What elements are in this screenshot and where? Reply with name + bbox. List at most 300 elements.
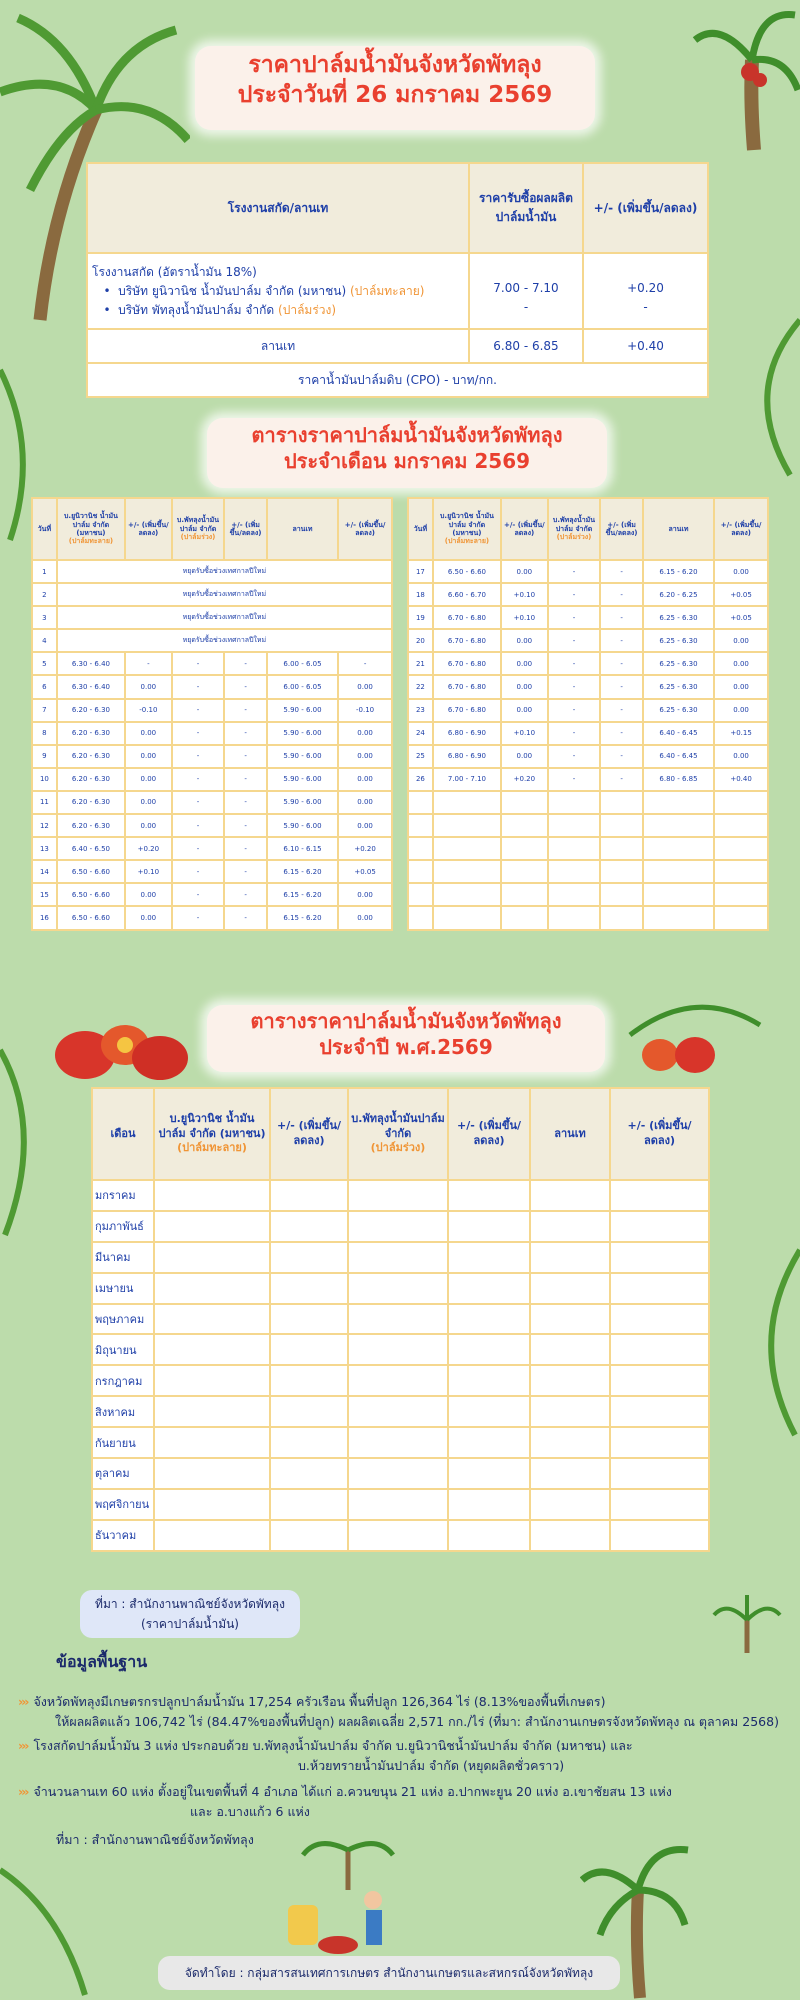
table-row [32,583,392,606]
col-univanich-sub: (ปาล์มทะลาย) [68,537,114,546]
table-row [87,329,708,363]
univanich-change-cell: +0.20 [125,837,172,860]
table-row [92,1458,709,1489]
palm-frond-lower-right-icon [730,1240,800,1440]
col-yard: ลานเท [267,498,338,560]
info-paragraph [18,1782,672,1822]
empty-cell [408,860,433,883]
table-row [32,883,392,906]
table-row [87,253,708,329]
empty-cell [610,1334,709,1365]
empty-cell [270,1427,348,1458]
monthly-table-left [31,497,393,931]
empty-cell [270,1242,348,1273]
table-row [32,906,392,929]
empty-cell [154,1458,270,1489]
empty-cell [270,1304,348,1335]
col-phatthalung-sub: (ปาล์มร่วง) [556,533,592,542]
day-cell: 2 [32,583,57,606]
col-univanich-label: บ.ยูนิวานิช น้ำมันปาล์ม จำกัด (มหาชน) [439,512,494,537]
arrow-icon: ››› [18,1738,28,1753]
empty-cell [448,1334,530,1365]
table-row [92,1211,709,1242]
empty-cell [448,1458,530,1489]
empty-cell [348,1242,448,1273]
empty-cell [548,883,601,906]
day-cell: 25 [408,745,433,768]
yearly-title-box [207,1005,605,1072]
univanich-change-cell: 0.00 [501,629,548,652]
yard-price-cell: 6.15 - 6.20 [643,560,714,583]
empty-cell [154,1273,270,1304]
col-phatthalung-label: บ.พัทลุงน้ำมันปาล์ม จำกัด [351,1111,445,1140]
farmer-illustration-icon [278,1830,418,1955]
empty-cell [610,1427,709,1458]
univanich-change-cell: 0.00 [125,745,172,768]
univanich-price-cell: 6.70 - 6.80 [433,606,501,629]
phatthalung-price-cell: - [172,722,225,745]
day-cell: 3 [32,606,57,629]
table-row [408,791,768,814]
empty-cell [643,860,714,883]
yard-change-cell: +0.40 [714,768,768,791]
empty-cell [610,1458,709,1489]
source-line: (ราคาปาล์มน้ำมัน) [141,1617,239,1631]
empty-cell [448,1304,530,1335]
empty-cell [714,883,768,906]
empty-cell [348,1427,448,1458]
empty-cell [610,1242,709,1273]
table-row [92,1489,709,1520]
phatthalung-change-cell: - [600,560,642,583]
empty-cell [154,1489,270,1520]
month-cell: มกราคม [92,1180,154,1211]
empty-cell [530,1273,610,1304]
col-univanich-label: บ.ยูนิวานิช น้ำมันปาล์ม จำกัด (มหาชน) [158,1111,266,1140]
table-row [408,883,768,906]
empty-cell [433,814,501,837]
phatthalung-price-cell: - [548,745,601,768]
table-row [32,837,392,860]
factory-change: - [643,299,648,314]
table-row [408,745,768,768]
info-text: และ อ.บางแก้ว 6 แห่ง [190,1804,310,1819]
univanich-change-cell: 0.00 [125,768,172,791]
yearly-subtitle: ประจำปี พ.ศ.2569 [319,1035,493,1060]
empty-cell [530,1520,610,1551]
yard-price-cell: 5.90 - 6.00 [267,699,338,722]
palm-tree-right-icon [690,0,800,160]
yard-change-cell: 0.00 [714,675,768,698]
phatthalung-change-cell: - [600,745,642,768]
day-cell: 4 [32,629,57,652]
table-row [32,722,392,745]
daily-price-table [86,162,709,398]
empty-cell [433,906,501,929]
empty-cell [433,883,501,906]
table-row [92,1334,709,1365]
univanich-price-cell: 6.50 - 6.60 [433,560,501,583]
empty-cell [448,1365,530,1396]
day-cell: 8 [32,722,57,745]
empty-cell [643,791,714,814]
phatthalung-change-cell: - [600,675,642,698]
univanich-price-cell: 6.80 - 6.90 [433,722,501,745]
yard-change-cell: 0.00 [338,768,392,791]
factory-name: บริษัท พัทลุงน้ำมันปาล์ม จำกัด [118,302,275,317]
phatthalung-price-cell: - [548,629,601,652]
info-text: จำนวนลานเท 60 แห่ง ตั้งอยู่ในเขตพื้นที่ 4 อำเภอ ได้แก่ อ.ควนขนุน 21 แห่ง อ.ปากพะยูน 20 แห่ง อ.เขาชัยสน 13 แห่ง [33,1784,672,1799]
col-change-3: +/- (เพิ่มขึ้น/ลดลง) [714,498,768,560]
univanich-price-cell: 7.00 - 7.10 [433,768,501,791]
yard-change-cell: 0.00 [714,699,768,722]
table-row [32,560,392,583]
empty-cell [643,814,714,837]
yard-price-cell: 6.00 - 6.05 [267,652,338,675]
phatthalung-change-cell: - [224,860,266,883]
empty-cell [270,1489,348,1520]
empty-cell [433,860,501,883]
univanich-change-cell: -0.10 [125,699,172,722]
univanich-price-cell: 6.20 - 6.30 [57,814,125,837]
phatthalung-price-cell: - [548,606,601,629]
empty-cell [548,814,601,837]
table-row [92,1520,709,1551]
empty-cell [348,1211,448,1242]
univanich-price-cell: 6.50 - 6.60 [57,860,125,883]
empty-cell [348,1365,448,1396]
yard-price-cell: 6.25 - 6.30 [643,629,714,652]
phatthalung-price-cell: - [172,652,225,675]
day-cell: 19 [408,606,433,629]
table-row [408,699,768,722]
small-palm-icon [712,1595,782,1655]
col-phatthalung-label: บ.พัทลุงน้ำมันปาล์ม จำกัด [552,516,596,533]
empty-cell [408,791,433,814]
day-cell: 18 [408,583,433,606]
univanich-change-cell: +0.10 [501,606,548,629]
univanich-price-cell: 6.70 - 6.80 [433,699,501,722]
table-row [32,745,392,768]
col-change-3: +/- (เพิ่มขึ้น/ลดลง) [610,1088,709,1180]
univanich-change-cell: 0.00 [125,814,172,837]
empty-cell [548,860,601,883]
empty-cell [448,1180,530,1211]
info-text: บ.ห้วยทรายน้ำมันปาล์ม จำกัด (หยุดผลิตชั่วคราว) [298,1758,565,1773]
empty-cell [530,1242,610,1273]
yard-change-cell: +0.20 [338,837,392,860]
univanich-change-cell: 0.00 [125,791,172,814]
empty-cell [501,860,548,883]
day-cell: 11 [32,791,57,814]
empty-cell [408,837,433,860]
phatthalung-change-cell: - [600,583,642,606]
phatthalung-change-cell: - [224,768,266,791]
empty-cell [610,1304,709,1335]
day-cell: 13 [32,837,57,860]
yard-change-cell: 0.00 [338,814,392,837]
empty-cell [448,1396,530,1427]
table-row [92,1427,709,1458]
page-subtitle: ประจำวันที่ 26 มกราคม 2569 [237,82,553,109]
empty-cell [433,791,501,814]
yard-change-cell: 0.00 [338,722,392,745]
empty-cell [448,1427,530,1458]
info-heading: ข้อมูลพื้นฐาน [56,1652,148,1671]
empty-cell [714,791,768,814]
empty-cell [600,791,642,814]
table-row [92,1242,709,1273]
univanich-price-cell: 6.20 - 6.30 [57,791,125,814]
col-change-2: +/- (เพิ่มขึ้น/ลดลง) [224,498,266,560]
month-cell: พฤศจิกายน [92,1489,154,1520]
empty-cell [610,1489,709,1520]
table-row [408,675,768,698]
month-cell: สิงหาคม [92,1396,154,1427]
empty-cell [448,1489,530,1520]
univanich-change-cell: +0.10 [501,583,548,606]
col-change: +/- (เพิ่มขึ้น/ลดลง) [583,163,708,253]
col-change-1: +/- (เพิ่มขึ้น/ลดลง) [270,1088,348,1180]
univanich-price-cell: 6.50 - 6.60 [57,883,125,906]
factory-item: • บริษัท ยูนิวานิช น้ำมันปาล์ม จำกัด (มหาชน) (ปาล์มทะลาย) [92,283,425,298]
empty-cell [530,1489,610,1520]
empty-cell [643,837,714,860]
yard-change-cell: +0.05 [338,860,392,883]
yard-change-cell: +0.15 [714,722,768,745]
col-change-1: +/- (เพิ่มขึ้น/ลดลง) [125,498,172,560]
univanich-price-cell: 6.80 - 6.90 [433,745,501,768]
table-row [408,560,768,583]
day-cell: 5 [32,652,57,675]
empty-cell [643,883,714,906]
empty-cell [448,1242,530,1273]
empty-cell [348,1458,448,1489]
col-phatthalung [548,498,601,560]
table-row [32,860,392,883]
univanich-price-cell: 6.70 - 6.80 [433,652,501,675]
footer: จัดทำโดย : กลุ่มสารสนเทศการเกษตร สำนักงานเกษตรและสหกรณ์จังหวัดพัทลุง [158,1956,620,1990]
day-cell: 7 [32,699,57,722]
empty-cell [600,837,642,860]
univanich-change-cell: 0.00 [125,906,172,929]
empty-cell [154,1365,270,1396]
empty-cell [501,814,548,837]
empty-cell [408,906,433,929]
closed-note: หยุดรับซื้อช่วงเทศกาลปีใหม่ [57,629,392,652]
empty-cell [643,906,714,929]
yard-change-cell: 0.00 [714,652,768,675]
monthly-title: ตารางราคาปาล์มน้ำมันจังหวัดพัทลุง [251,423,563,447]
col-univanich [154,1088,270,1180]
table-row [92,1365,709,1396]
table-row [32,814,392,837]
col-phatthalung-label: บ.พัทลุงน้ำมันปาล์ม จำกัด [176,516,220,533]
col-univanich-sub: (ปาล์มทะลาย) [444,537,490,546]
empty-cell [600,814,642,837]
empty-cell [530,1365,610,1396]
univanich-change-cell: 0.00 [125,883,172,906]
univanich-change-cell: +0.10 [501,722,548,745]
table-row [408,768,768,791]
yard-change-cell: +0.05 [714,606,768,629]
day-cell: 10 [32,768,57,791]
phatthalung-change-cell: - [224,814,266,837]
day-cell: 22 [408,675,433,698]
table-row [92,1273,709,1304]
table-row [92,1396,709,1427]
daily-title-box [195,46,595,130]
factory-price: - [523,299,529,314]
empty-cell [348,1396,448,1427]
empty-cell [348,1489,448,1520]
empty-cell [530,1211,610,1242]
phatthalung-change-cell: - [224,883,266,906]
empty-cell [610,1211,709,1242]
monthly-header-row [32,498,392,560]
empty-cell [154,1396,270,1427]
day-cell: 16 [32,906,57,929]
univanich-change-cell: 0.00 [501,745,548,768]
yard-price-cell: 6.40 - 6.45 [643,745,714,768]
yard-change-cell: 0.00 [338,906,392,929]
empty-cell [548,906,601,929]
table-row [32,652,392,675]
yard-change-cell: 0.00 [714,560,768,583]
phatthalung-change-cell: - [600,629,642,652]
col-phatthalung-sub: (ปาล์มร่วง) [370,1141,426,1155]
yard-change-cell: - [338,652,392,675]
empty-cell [270,1180,348,1211]
phatthalung-price-cell: - [548,675,601,698]
yard-price-cell: 6.00 - 6.05 [267,675,338,698]
month-cell: กันยายน [92,1427,154,1458]
empty-cell [270,1458,348,1489]
closed-note: หยุดรับซื้อช่วงเทศกาลปีใหม่ [57,560,392,583]
monthly-header-row [408,498,768,560]
phatthalung-price-cell: - [172,837,225,860]
yard-price-cell: 5.90 - 6.00 [267,745,338,768]
empty-cell [530,1427,610,1458]
univanich-change-cell: - [125,652,172,675]
table-row [32,699,392,722]
yard-price-cell: 5.90 - 6.00 [267,722,338,745]
table-row [32,606,392,629]
empty-cell [600,883,642,906]
col-univanich-label: บ.ยูนิวานิช น้ำมันปาล์ม จำกัด (มหาชน) [63,512,118,537]
phatthalung-change-cell: - [224,837,266,860]
source-box [80,1590,300,1638]
yard-price-cell: 5.90 - 6.00 [267,814,338,837]
empty-cell [154,1520,270,1551]
univanich-price-cell: 6.20 - 6.30 [57,722,125,745]
empty-cell [714,814,768,837]
empty-cell [530,1180,610,1211]
factory-price: 7.00 - 7.10 [493,280,559,295]
empty-cell [270,1211,348,1242]
extraction-label: โรงงานสกัด (อัตราน้ำมัน 18%) [92,264,257,279]
col-phatthalung [172,498,225,560]
table-row [408,837,768,860]
day-cell: 23 [408,699,433,722]
empty-cell [714,860,768,883]
day-cell: 14 [32,860,57,883]
yard-price-cell: 5.90 - 6.00 [267,768,338,791]
empty-cell [600,860,642,883]
palm-frond-right-icon [720,310,800,480]
empty-cell [348,1180,448,1211]
yard-price-cell: 6.15 - 6.20 [267,860,338,883]
empty-cell [610,1520,709,1551]
phatthalung-change-cell: - [600,652,642,675]
info-source: ที่มา : สำนักงานพาณิชย์จังหวัดพัทลุง [56,1832,254,1847]
col-yard: ลานเท [530,1088,610,1180]
table-row [32,791,392,814]
empty-cell [348,1520,448,1551]
empty-cell [448,1273,530,1304]
empty-cell [610,1365,709,1396]
day-cell: 12 [32,814,57,837]
univanich-change-cell: +0.20 [501,768,548,791]
empty-cell [270,1365,348,1396]
info-paragraph [18,1736,633,1776]
empty-cell [408,883,433,906]
table-row [87,363,708,397]
col-univanich-sub: (ปาล์มทะลาย) [177,1141,247,1155]
factory-cell [87,253,469,329]
palm-frond-lower-left-icon [0,1040,60,1240]
monthly-table-right [407,497,769,931]
col-day: วันที่ [32,498,57,560]
col-phatthalung-sub: (ปาล์มร่วง) [180,533,216,542]
col-factory: โรงงานสกัด/ลานเท [87,163,469,253]
yard-price-cell: 6.15 - 6.20 [267,906,338,929]
price-cell [469,253,583,329]
empty-cell [348,1304,448,1335]
day-cell: 17 [408,560,433,583]
empty-cell [270,1334,348,1365]
empty-cell [714,906,768,929]
info-text: จังหวัดพัทลุงมีเกษตรกรปลูกปาล์มน้ำมัน 17,254 ครัวเรือน พื้นที่ปลูก 126,364 ไร่ (8.13%ของพื้นที่เกษตร) [33,1694,606,1709]
palm-frond-bottom-left-icon [0,1850,90,2000]
month-cell: มีนาคม [92,1242,154,1273]
empty-cell [530,1334,610,1365]
closed-note: หยุดรับซื้อช่วงเทศกาลปีใหม่ [57,606,392,629]
col-change-2: +/- (เพิ่มขึ้น/ลดลง) [600,498,642,560]
day-cell: 1 [32,560,57,583]
phatthalung-price-cell: - [172,699,225,722]
table-row [32,768,392,791]
univanich-price-cell: 6.20 - 6.30 [57,768,125,791]
univanich-change-cell: 0.00 [501,652,548,675]
yearly-title: ตารางราคาปาล์มน้ำมันจังหวัดพัทลุง [250,1009,562,1033]
empty-cell [448,1211,530,1242]
phatthalung-price-cell: - [172,883,225,906]
table-row [408,606,768,629]
univanich-price-cell: 6.70 - 6.80 [433,629,501,652]
yard-price-cell: 6.25 - 6.30 [643,675,714,698]
univanich-change-cell: 0.00 [125,722,172,745]
monthly-subtitle: ประจำเดือน มกราคม 2569 [283,449,531,474]
phatthalung-price-cell: - [548,652,601,675]
phatthalung-price-cell: - [548,560,601,583]
univanich-change-cell: 0.00 [501,560,548,583]
phatthalung-change-cell: - [224,675,266,698]
univanich-change-cell: 0.00 [125,675,172,698]
table-row [408,814,768,837]
phatthalung-price-cell: - [548,583,601,606]
phatthalung-price-cell: - [548,722,601,745]
